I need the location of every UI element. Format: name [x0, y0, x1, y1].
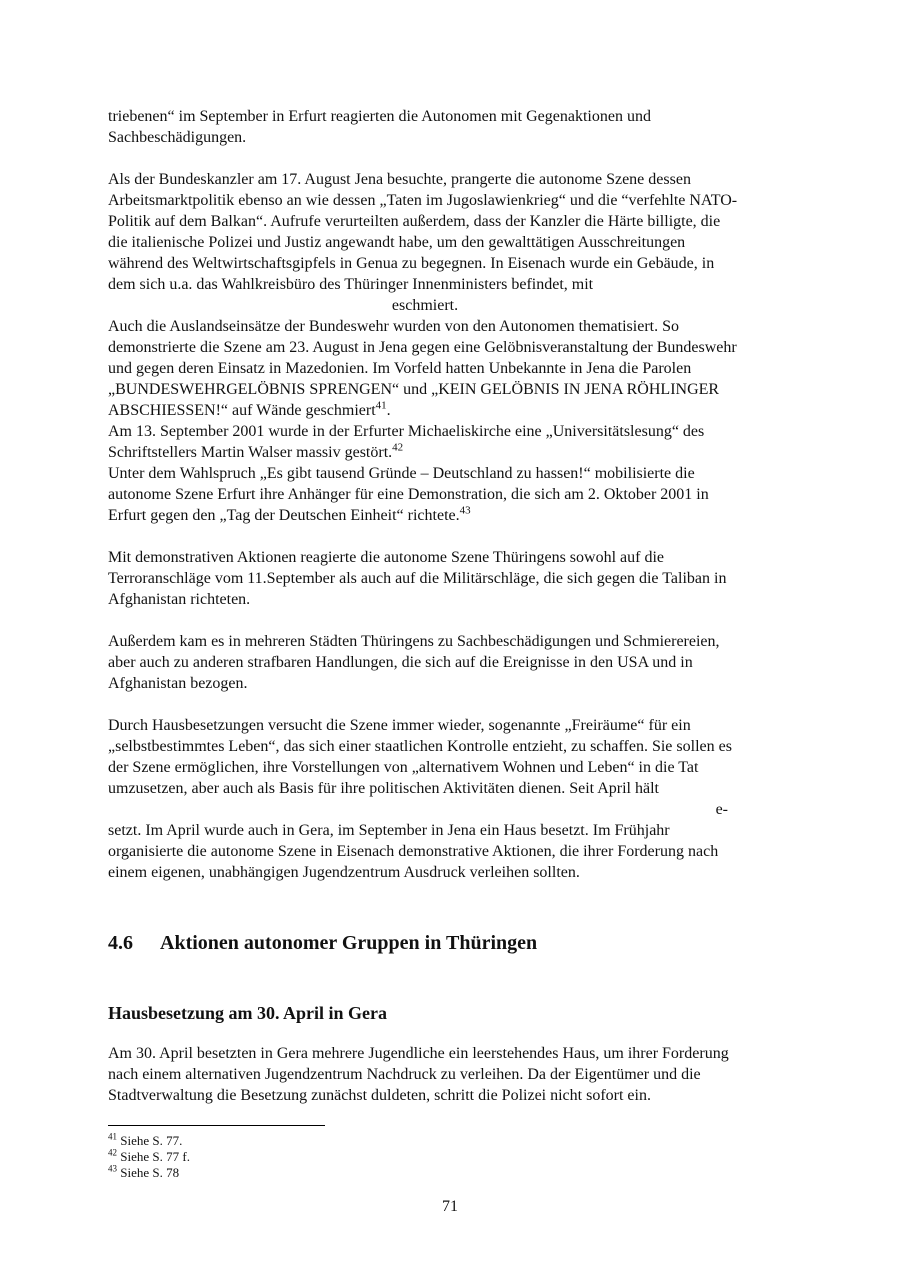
paragraph-7: Außerdem kam es in mehreren Städten Thüringens zu Sachbeschädigungen und Schmierereien, aber auch zu anderen strafbaren Handlungen, die sich auf die Ereignisse in den USA und in Afghanistan bezogen.: [108, 633, 720, 692]
section-heading: [108, 931, 742, 955]
footnote-separator: [108, 1125, 325, 1126]
paragraph-2: Als der Bundeskanzler am 17. August Jena besuchte, prangerte die autonome Szene dessen Arbeitsmarktpolitik ebenso an wie dessen „Taten im Jugoslawienkrieg“ und die “verfehlte NATO-Politik auf dem Balkan“. Aufrufe verurteilten außerdem, dass der Kanzler die Härte billigte, die die italienische Polizei und Justiz angewandt habe, um den gewalttätigen Ausschreitungen während des Weltwirtschaftsgipfels in Genua zu begegnen. In Eisenach wurde ein Gebäude, in dem sich u.a. das Wahlkreisbüro des Thüringer Innenministers befindet, mit: [108, 171, 738, 293]
footnote-41: [108, 1133, 190, 1149]
section-number: 4.6: [108, 932, 133, 954]
page-number: 71: [442, 1198, 458, 1215]
subsection-heading: Hausbesetzung am 30. April in Gera: [108, 1003, 388, 1023]
footnote-text: Siehe S. 77.: [120, 1133, 183, 1148]
footnote-text: Siehe S. 78: [120, 1165, 180, 1180]
footnote-ref-42[interactable]: 42: [392, 441, 404, 454]
paragraph-8: Durch Hausbesetzungen versucht die Szene immer wieder, sogenannte „Freiräume“ für ein „selbstbestimmtes Leben“, das sich einer staatlichen Kontrolle entzieht, zu schaffen. Sie sollen es der Szene ermöglichen, ihre Vorstellungen von „alternativem Wohnen und Leben“ in die Tat umzusetzen, aber auch als Basis für ihre politischen Aktivitäten dienen. Seit April hält: [108, 717, 732, 797]
paragraph-3-end: .: [386, 402, 391, 419]
paragraph-4-text: Am 13. September 2001 wurde in der Erfurter Michaeliskirche eine „Universitätslesung“ des Schriftstellers Martin Walser massiv gestört.: [108, 423, 705, 461]
paragraph-6: Mit demonstrativen Aktionen reagierte die autonome Szene Thüringens sowohl auf die Terroranschläge vom 11.September als auch auf die Militärschläge, die sich gegen die Taliban in Afghanistan richteten.: [108, 549, 727, 608]
footnote-ref-41[interactable]: 41: [375, 399, 387, 412]
paragraph-4: [108, 421, 742, 463]
paragraph-8-fragment: e-: [715, 801, 728, 818]
body-text: [108, 106, 742, 1106]
paragraph-1: triebenen“ im September in Erfurt reagierten die Autonomen mit Gegenaktionen und Sachbeschädigungen.: [108, 108, 651, 146]
footnote-ref-43[interactable]: 43: [459, 504, 471, 517]
paragraph-9: setzt. Im April wurde auch in Gera, im September in Jena ein Haus besetzt. Im Frühjahr organisierte die autonome Szene in Eisenach demonstrative Aktionen, die ihrer Forderung nach einem eigenen, unabhängigen Jugendzentrum Ausdruck verleihen sollten.: [108, 822, 719, 881]
footnote-number: 41: [108, 1131, 117, 1142]
footnote-42: [108, 1149, 190, 1165]
paragraph-5-text: Unter dem Wahlspruch „Es gibt tausend Gründe – Deutschland zu hassen!“ mobilisierte die autonome Szene Erfurt ihre Anhänger für eine Demonstration, die sich am 2. Oktober 2001 in Erfurt gegen den „Tag der Deutschen Einheit“ richtete.: [108, 465, 709, 524]
paragraph-2-fragment: eschmiert.: [391, 297, 459, 314]
section-title: Aktionen autonomer Gruppen in Thüringen: [160, 932, 538, 954]
paragraph-10: Am 30. April besetzten in Gera mehrere Jugendliche ein leerstehendes Haus, um ihrer Forderung nach einem alternativen Jugendzentrum Nachdruck zu verleihen. Da der Eigentümer und die Stadtverwaltung die Besetzung zunächst duldeten, schritt die Polizei nicht sofort ein.: [108, 1045, 729, 1104]
footnote-text: Siehe S. 77 f.: [120, 1149, 190, 1164]
footnotes: [108, 1133, 190, 1181]
paragraph-3: [108, 316, 742, 421]
footnote-number: 42: [108, 1147, 117, 1158]
footnote-number: 43: [108, 1163, 117, 1174]
paragraph-5: [108, 463, 742, 526]
paragraph-3-text: Auch die Auslandseinsätze der Bundeswehr wurden von den Autonomen thematisiert. So demonstrierte die Szene am 23. August in Jena gegen eine Gelöbnisveranstaltung der Bundeswehr und gegen deren Einsatz in Mazedonien. Im Vorfeld hatten Unbekannte in Jena die Parolen „BUNDESWEHRGELÖBNIS SPRENGEN“ und „KEIN GELÖBNIS IN JENA RÖHLINGER ABSCHIESSEN!“ auf Wände geschmiert: [108, 318, 737, 419]
footnote-43: [108, 1165, 190, 1181]
